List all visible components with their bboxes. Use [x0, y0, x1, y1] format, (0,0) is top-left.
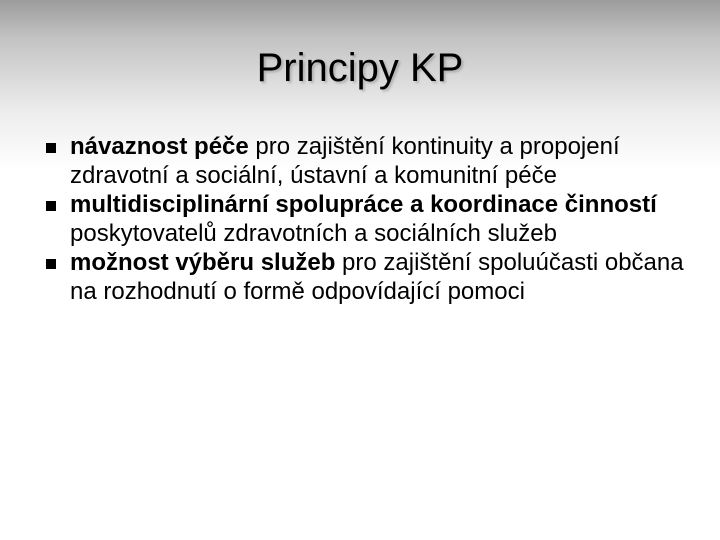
square-bullet-icon: [46, 143, 56, 153]
bullet-text: pro zajištění kontinuity a propojení zdravotní a sociální, ústavní a komunitní péče: [70, 133, 620, 189]
slide-title: Principy KP: [256, 46, 464, 90]
bullet-list: [44, 132, 684, 306]
bullet-item: [44, 248, 684, 306]
bullet-text: pro zajištění spoluúčasti občana na rozhodnutí o formě odpovídající pomoci: [70, 249, 684, 305]
bullet-emphasis: návaznost péče: [70, 133, 249, 160]
bullet-item: [44, 132, 684, 190]
bullet-emphasis: možnost výběru služeb: [70, 249, 336, 276]
bullet-text: poskytovatelů zdravotních a sociálních služeb: [70, 220, 557, 247]
bullet-emphasis: multidisciplinární spolupráce a koordinace činností: [70, 191, 657, 218]
square-bullet-icon: [46, 201, 56, 211]
square-bullet-icon: [46, 259, 56, 269]
bullet-item: [44, 190, 684, 248]
